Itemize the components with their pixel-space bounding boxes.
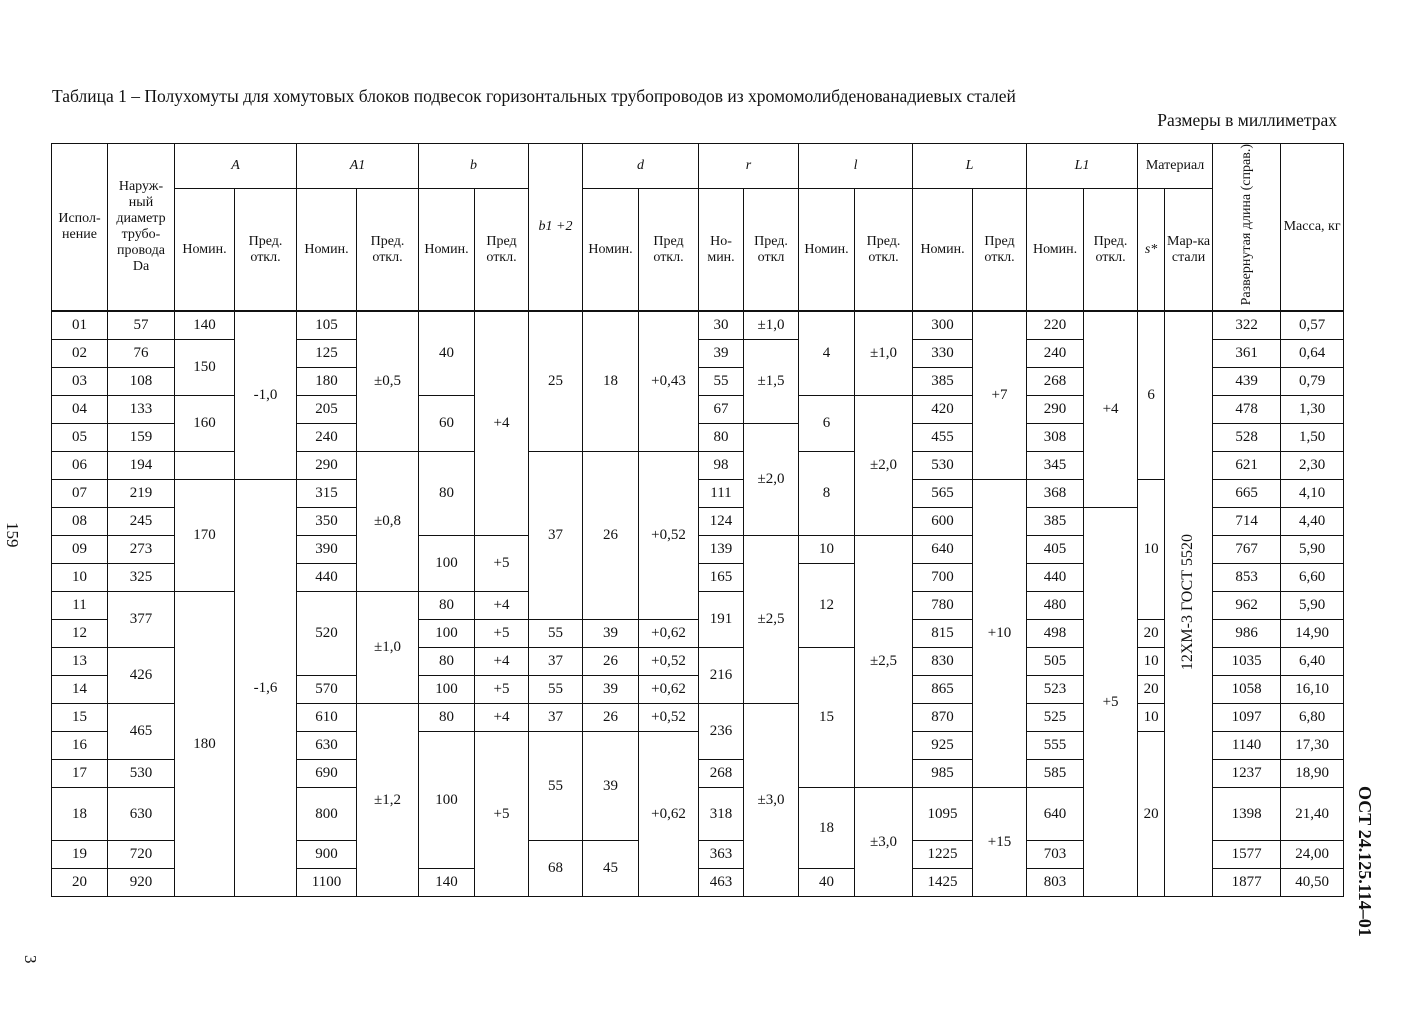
cell-r-nom: 191	[699, 592, 744, 648]
cell-r-nom: 55	[699, 368, 744, 396]
spec-table	[51, 143, 1344, 897]
cell-b-nom: 140	[419, 869, 475, 897]
cell-L-pred: +10	[973, 480, 1027, 788]
cell-A1-nom: 690	[297, 760, 357, 788]
cell-isp: 08	[52, 508, 108, 536]
cell-mass: 16,10	[1281, 676, 1344, 704]
cell-d-nom: 26	[583, 452, 639, 620]
cell-mass: 0,79	[1281, 368, 1344, 396]
cell-r-pred: ±1,5	[744, 340, 799, 424]
cell-d-nom: 39	[583, 732, 639, 841]
cell-b1: 37	[529, 648, 583, 676]
cell-d-pred: +0,62	[639, 676, 699, 704]
cell-b-pred: +5	[475, 732, 529, 897]
cell-b-pred: +4	[475, 704, 529, 732]
cell-d-nom: 45	[583, 841, 639, 897]
page-index: 3	[21, 955, 40, 964]
cell-A1-nom: 570	[297, 676, 357, 704]
header-d-pred: Пред откл.	[639, 189, 699, 312]
cell-s: 20	[1138, 732, 1165, 897]
cell-length: 322	[1213, 311, 1281, 340]
cell-r-nom: 80	[699, 424, 744, 452]
cell-L-nom: 420	[913, 396, 973, 424]
cell-l-nom: 10	[799, 536, 855, 564]
cell-da: 273	[108, 536, 175, 564]
cell-isp: 04	[52, 396, 108, 424]
cell-da: 219	[108, 480, 175, 508]
cell-r-nom: 98	[699, 452, 744, 480]
cell-L1-nom: 405	[1027, 536, 1084, 564]
cell-L1-nom: 368	[1027, 480, 1084, 508]
cell-length: 1058	[1213, 676, 1281, 704]
cell-mass: 0,64	[1281, 340, 1344, 368]
cell-length: 1035	[1213, 648, 1281, 676]
cell-l-nom: 18	[799, 788, 855, 869]
cell-mass: 14,90	[1281, 620, 1344, 648]
header-diameter: Наруж-ный диаметр трубо-провода Da	[108, 144, 175, 312]
cell-isp: 11	[52, 592, 108, 620]
header-b-pred: Пред откл.	[475, 189, 529, 312]
cell-L-nom: 600	[913, 508, 973, 536]
header-r-nom: Но-мин.	[699, 189, 744, 312]
cell-da: 465	[108, 704, 175, 760]
cell-r-nom: 139	[699, 536, 744, 564]
cell-da: 325	[108, 564, 175, 592]
cell-isp: 19	[52, 841, 108, 869]
cell-s: 20	[1138, 620, 1165, 648]
cell-isp: 10	[52, 564, 108, 592]
cell-b1: 37	[529, 704, 583, 732]
header-l-nom: Номин.	[799, 189, 855, 312]
cell-L1-nom: 525	[1027, 704, 1084, 732]
units-note: Размеры в миллиметрах	[1157, 110, 1337, 130]
header-l-pred: Пред. откл.	[855, 189, 913, 312]
cell-L-nom: 455	[913, 424, 973, 452]
cell-mass: 6,80	[1281, 704, 1344, 732]
cell-A1-pred: ±0,8	[357, 452, 419, 592]
cell-mass: 1,50	[1281, 424, 1344, 452]
header-r-pred: Пред. откл	[744, 189, 799, 312]
cell-da: 57	[108, 311, 175, 340]
header-L1: L1	[1027, 144, 1138, 189]
cell-d-nom: 39	[583, 676, 639, 704]
table-row	[52, 311, 1344, 340]
table-header	[52, 144, 1344, 312]
header-material: Материал	[1138, 144, 1213, 189]
cell-A1-nom: 350	[297, 508, 357, 536]
header-length	[1213, 144, 1281, 312]
cell-b1: 37	[529, 452, 583, 620]
cell-L-nom: 1425	[913, 869, 973, 897]
cell-da: 194	[108, 452, 175, 480]
cell-da: 630	[108, 788, 175, 841]
cell-mass: 24,00	[1281, 841, 1344, 869]
cell-r-nom: 463	[699, 869, 744, 897]
cell-L1-nom: 480	[1027, 592, 1084, 620]
cell-r-pred: ±2,0	[744, 424, 799, 536]
cell-mass: 2,30	[1281, 452, 1344, 480]
cell-b-nom: 80	[419, 452, 475, 536]
cell-r-nom: 30	[699, 311, 744, 340]
cell-s: 10	[1138, 648, 1165, 676]
cell-L1-nom: 703	[1027, 841, 1084, 869]
cell-da: 245	[108, 508, 175, 536]
cell-s: 6	[1138, 311, 1165, 480]
cell-b1: 55	[529, 620, 583, 648]
header-A1-pred: Пред. откл.	[357, 189, 419, 312]
cell-isp: 15	[52, 704, 108, 732]
cell-A-nom: 170	[175, 480, 235, 592]
document-code: ОСТ 24.125.114–01	[1355, 786, 1375, 937]
cell-length: 1877	[1213, 869, 1281, 897]
cell-isp: 20	[52, 869, 108, 897]
cell-L1-nom: 640	[1027, 788, 1084, 841]
cell-r-nom: 363	[699, 841, 744, 869]
header-l: l	[799, 144, 913, 189]
header-L-pred: Пред откл.	[973, 189, 1027, 312]
cell-L-nom: 925	[913, 732, 973, 760]
cell-L1-nom: 555	[1027, 732, 1084, 760]
table-title: Таблица 1 – Полухомуты для хомутовых блоков подвесок горизонтальных трубопроводов из хромомолибденованадиевых сталей	[52, 86, 1016, 106]
cell-da: 377	[108, 592, 175, 648]
cell-isp: 13	[52, 648, 108, 676]
cell-d-pred: +0,43	[639, 311, 699, 452]
cell-r-nom: 67	[699, 396, 744, 424]
cell-L1-nom: 220	[1027, 311, 1084, 340]
cell-L-nom: 870	[913, 704, 973, 732]
table-body	[52, 311, 1344, 897]
cell-mass: 0,57	[1281, 311, 1344, 340]
cell-d-nom: 26	[583, 648, 639, 676]
cell-length: 1097	[1213, 704, 1281, 732]
cell-isp: 16	[52, 732, 108, 760]
cell-r-nom: 165	[699, 564, 744, 592]
cell-b-nom: 80	[419, 704, 475, 732]
cell-L1-nom: 440	[1027, 564, 1084, 592]
cell-r-nom: 111	[699, 480, 744, 508]
cell-r-pred: ±2,5	[744, 536, 799, 704]
side-page-number: 159	[3, 522, 22, 548]
cell-L-nom: 530	[913, 452, 973, 480]
cell-A-pred: -1,6	[235, 480, 297, 897]
cell-d-pred: +0,62	[639, 620, 699, 648]
cell-length: 621	[1213, 452, 1281, 480]
cell-r-nom: 268	[699, 760, 744, 788]
cell-isp: 07	[52, 480, 108, 508]
cell-isp: 05	[52, 424, 108, 452]
header-L1-nom: Номин.	[1027, 189, 1084, 312]
cell-length: 439	[1213, 368, 1281, 396]
cell-d-nom: 18	[583, 311, 639, 452]
cell-b-pred: +4	[475, 592, 529, 620]
cell-L-nom: 865	[913, 676, 973, 704]
cell-d-nom: 26	[583, 704, 639, 732]
cell-isp: 03	[52, 368, 108, 396]
cell-L-nom: 1095	[913, 788, 973, 841]
cell-b-pred: +5	[475, 536, 529, 592]
cell-A-pred: -1,0	[235, 311, 297, 480]
cell-A-nom: 140	[175, 311, 235, 340]
cell-l-nom: 4	[799, 311, 855, 396]
cell-d-pred: +0,52	[639, 648, 699, 676]
cell-s: 10	[1138, 480, 1165, 620]
cell-L1-nom: 498	[1027, 620, 1084, 648]
cell-L1-nom: 803	[1027, 869, 1084, 897]
cell-L-pred: +15	[973, 788, 1027, 897]
cell-A1-nom: 440	[297, 564, 357, 592]
cell-d-pred: +0,52	[639, 704, 699, 732]
cell-A-nom	[175, 452, 235, 480]
cell-r-nom: 39	[699, 340, 744, 368]
cell-A1-nom: 610	[297, 704, 357, 732]
cell-r-nom: 216	[699, 648, 744, 704]
cell-r-nom: 236	[699, 704, 744, 760]
cell-isp: 09	[52, 536, 108, 564]
cell-steel	[1165, 311, 1213, 897]
cell-L1-pred: +5	[1084, 508, 1138, 897]
cell-L-nom: 985	[913, 760, 973, 788]
cell-mass: 5,90	[1281, 592, 1344, 620]
cell-L1-nom: 290	[1027, 396, 1084, 424]
cell-isp: 18	[52, 788, 108, 841]
cell-L1-nom: 345	[1027, 452, 1084, 480]
cell-mass: 6,60	[1281, 564, 1344, 592]
cell-da: 720	[108, 841, 175, 869]
cell-L1-nom: 240	[1027, 340, 1084, 368]
cell-L-nom: 640	[913, 536, 973, 564]
header-d-nom: Номин.	[583, 189, 639, 312]
cell-s: 20	[1138, 676, 1165, 704]
header-L1-pred: Пред. откл.	[1084, 189, 1138, 312]
cell-A1-nom: 315	[297, 480, 357, 508]
cell-L-nom: 1225	[913, 841, 973, 869]
cell-L1-nom: 308	[1027, 424, 1084, 452]
cell-l-nom: 15	[799, 648, 855, 788]
cell-length: 1140	[1213, 732, 1281, 760]
cell-b-nom: 40	[419, 311, 475, 396]
cell-d-nom: 39	[583, 620, 639, 648]
cell-A1-nom: 105	[297, 311, 357, 340]
cell-r-pred: ±1,0	[744, 311, 799, 340]
cell-L1-nom: 385	[1027, 508, 1084, 536]
cell-L-nom: 700	[913, 564, 973, 592]
cell-length: 853	[1213, 564, 1281, 592]
cell-length: 1398	[1213, 788, 1281, 841]
cell-A-nom: 160	[175, 396, 235, 452]
cell-l-nom: 12	[799, 564, 855, 648]
cell-mass: 1,30	[1281, 396, 1344, 424]
cell-L-nom: 565	[913, 480, 973, 508]
cell-isp: 06	[52, 452, 108, 480]
cell-b-nom: 100	[419, 620, 475, 648]
cell-L-nom: 300	[913, 311, 973, 340]
cell-A-nom: 150	[175, 340, 235, 396]
cell-da: 426	[108, 648, 175, 704]
cell-b-pred: +5	[475, 620, 529, 648]
header-r: r	[699, 144, 799, 189]
cell-r-nom: 318	[699, 788, 744, 841]
cell-da: 133	[108, 396, 175, 424]
cell-b1: 25	[529, 311, 583, 452]
cell-A1-nom: 240	[297, 424, 357, 452]
cell-L1-nom: 268	[1027, 368, 1084, 396]
header-d: d	[583, 144, 699, 189]
cell-A1-pred: ±1,2	[357, 704, 419, 897]
cell-L1-nom: 523	[1027, 676, 1084, 704]
cell-length: 361	[1213, 340, 1281, 368]
cell-da: 530	[108, 760, 175, 788]
header-A1-nom: Номин.	[297, 189, 357, 312]
cell-r-nom: 124	[699, 508, 744, 536]
cell-A1-nom: 1100	[297, 869, 357, 897]
header-A-pred: Пред. откл.	[235, 189, 297, 312]
cell-l-nom: 40	[799, 869, 855, 897]
cell-b1: 55	[529, 676, 583, 704]
cell-r-pred: ±3,0	[744, 704, 799, 897]
cell-L-nom: 830	[913, 648, 973, 676]
cell-b-pred: +4	[475, 311, 529, 536]
cell-b1: 55	[529, 732, 583, 841]
cell-A1-nom: 205	[297, 396, 357, 424]
cell-l-pred: ±3,0	[855, 788, 913, 897]
cell-L1-pred: +4	[1084, 311, 1138, 508]
cell-L-pred: +7	[973, 311, 1027, 480]
cell-b-nom: 100	[419, 536, 475, 592]
steel-grade-text: 12ХМ-3 ГОСТ 5520	[1179, 533, 1197, 670]
cell-isp: 17	[52, 760, 108, 788]
cell-A1-nom: 630	[297, 732, 357, 760]
cell-b-nom: 80	[419, 592, 475, 620]
cell-A1-nom: 900	[297, 841, 357, 869]
cell-da: 920	[108, 869, 175, 897]
header-L-nom: Номин.	[913, 189, 973, 312]
cell-length: 714	[1213, 508, 1281, 536]
cell-length: 478	[1213, 396, 1281, 424]
cell-da: 108	[108, 368, 175, 396]
cell-A-nom: 180	[175, 592, 235, 897]
cell-d-pred: +0,62	[639, 732, 699, 897]
header-A-nom: Номин.	[175, 189, 235, 312]
header-A: A	[175, 144, 297, 189]
cell-length: 962	[1213, 592, 1281, 620]
header-ispolnenie: Испол-нение	[52, 144, 108, 312]
header-b: b	[419, 144, 529, 189]
cell-A1-nom: 520	[297, 592, 357, 676]
cell-isp: 01	[52, 311, 108, 340]
header-steel: Мар-ка стали	[1165, 189, 1213, 312]
cell-l-nom: 6	[799, 396, 855, 452]
table-row	[52, 480, 1344, 508]
header-L: L	[913, 144, 1027, 189]
cell-L-nom: 815	[913, 620, 973, 648]
cell-length: 767	[1213, 536, 1281, 564]
cell-l-pred: ±2,5	[855, 536, 913, 788]
cell-l-nom: 8	[799, 452, 855, 536]
cell-L-nom: 385	[913, 368, 973, 396]
header-A1: A1	[297, 144, 419, 189]
cell-mass: 4,10	[1281, 480, 1344, 508]
cell-mass: 40,50	[1281, 869, 1344, 897]
cell-b-nom: 60	[419, 396, 475, 452]
cell-A1-pred: ±0,5	[357, 311, 419, 452]
cell-b1: 68	[529, 841, 583, 897]
cell-b-nom: 100	[419, 676, 475, 704]
cell-mass: 5,90	[1281, 536, 1344, 564]
cell-b-nom: 100	[419, 732, 475, 869]
cell-A1-nom: 180	[297, 368, 357, 396]
cell-A1-nom: 290	[297, 452, 357, 480]
header-b-nom: Номин.	[419, 189, 475, 312]
cell-s: 10	[1138, 704, 1165, 732]
cell-length: 986	[1213, 620, 1281, 648]
cell-L-nom: 330	[913, 340, 973, 368]
cell-mass: 18,90	[1281, 760, 1344, 788]
cell-isp: 12	[52, 620, 108, 648]
cell-d-pred: +0,52	[639, 452, 699, 620]
cell-mass: 17,30	[1281, 732, 1344, 760]
cell-b-nom: 80	[419, 648, 475, 676]
cell-length: 665	[1213, 480, 1281, 508]
cell-isp: 14	[52, 676, 108, 704]
cell-da: 76	[108, 340, 175, 368]
cell-L1-nom: 585	[1027, 760, 1084, 788]
cell-A1-nom: 390	[297, 536, 357, 564]
cell-b-pred: +4	[475, 648, 529, 676]
cell-b-pred: +5	[475, 676, 529, 704]
header-length-text: Развернутая длина (справ.)	[1238, 144, 1254, 306]
cell-l-pred: ±1,0	[855, 311, 913, 396]
header-b1: b1 +2	[529, 144, 583, 312]
cell-isp: 02	[52, 340, 108, 368]
cell-L1-nom: 505	[1027, 648, 1084, 676]
header-mass: Масса, кг	[1281, 144, 1344, 312]
cell-mass: 4,40	[1281, 508, 1344, 536]
cell-length: 1237	[1213, 760, 1281, 788]
cell-length: 1577	[1213, 841, 1281, 869]
cell-mass: 6,40	[1281, 648, 1344, 676]
cell-A1-nom: 125	[297, 340, 357, 368]
cell-mass: 21,40	[1281, 788, 1344, 841]
cell-length: 528	[1213, 424, 1281, 452]
cell-A1-nom: 800	[297, 788, 357, 841]
header-s: s*	[1138, 189, 1165, 312]
cell-L-nom: 780	[913, 592, 973, 620]
cell-A1-pred: ±1,0	[357, 592, 419, 704]
cell-da: 159	[108, 424, 175, 452]
cell-l-pred: ±2,0	[855, 396, 913, 536]
